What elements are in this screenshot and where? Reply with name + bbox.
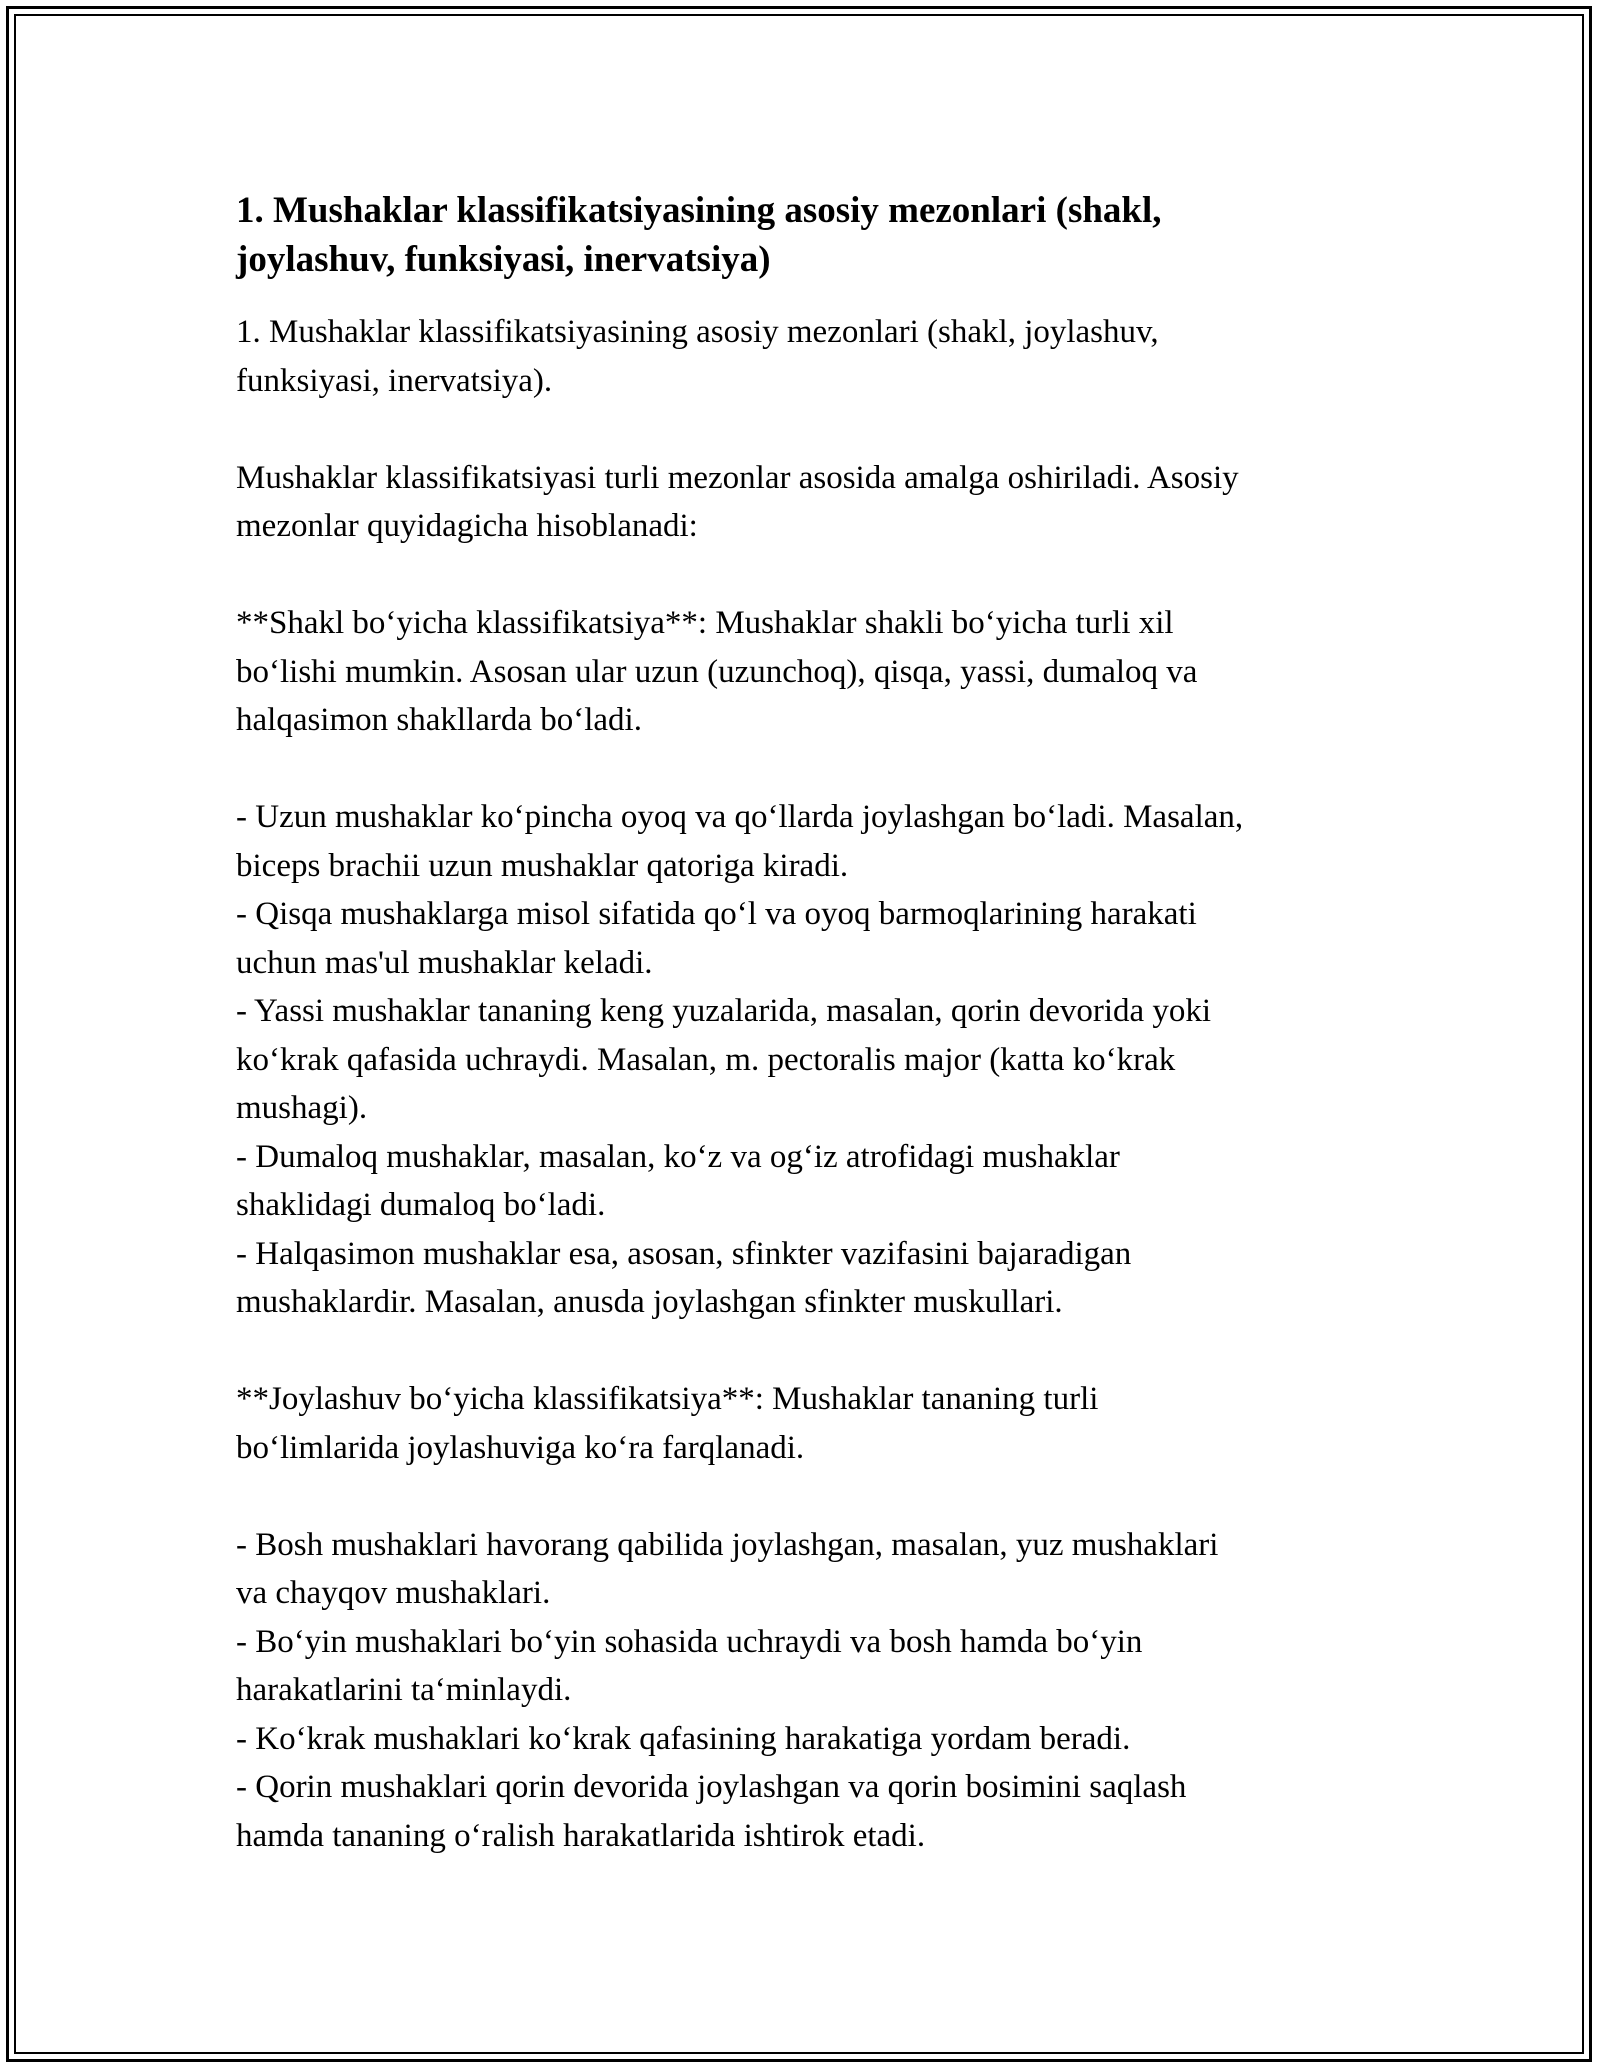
body-line: funksiyasi, inervatsiya). [236, 362, 553, 399]
body-line: 1. Mushaklar klassifikatsiyasining asosiy mezonlari (shakl, joylashuv, [236, 314, 1159, 350]
body-line: **Shakl bo‘yicha klassifikatsiya**: Mushaklar shakli bo‘yicha turli xil [236, 605, 1174, 641]
body-line: ko‘krak qafasida uchraydi. Masalan, m. pectoralis major (katta ko‘krak [236, 1041, 1176, 1078]
paragraph-gap [236, 405, 1366, 454]
paragraph-gap [236, 745, 1366, 794]
body-line: halqasimon shakllarda bo‘ladi. [236, 702, 642, 738]
title-line: 1. Mushaklar klassifikatsiyasining asosiy mezonlari (shakl, [236, 190, 1162, 231]
body-line: - Uzun mushaklar ko‘pincha oyoq va qo‘llarda joylashgan bo‘ladi. Masalan, [236, 799, 1244, 835]
paragraph-gap [236, 1327, 1366, 1376]
body-line: - Ko‘krak mushaklari ko‘krak qafasining harakatiga yordam beradi. [236, 1720, 1131, 1757]
body-line: - Yassi mushaklar tananing keng yuzalarida, masalan, qorin devorida yoki [236, 993, 1212, 1029]
body-line: biceps brachii uzun mushaklar qatoriga kiradi. [236, 847, 849, 884]
body-line: bo‘limlarida joylashuviga ko‘ra farqlanadi. [236, 1429, 805, 1466]
body-line: hamda tananing o‘ralish harakatlarida ishtirok etadi. [236, 1817, 926, 1854]
body-line: shaklidagi dumaloq bo‘ladi. [236, 1187, 606, 1223]
paragraph-gap [236, 1472, 1366, 1521]
body-line: mushagi). [236, 1090, 368, 1126]
body-line: - Qorin mushaklari qorin devorida joylashgan va qorin bosimini saqlash [236, 1769, 1187, 1805]
body-line: - Qisqa mushaklarga misol sifatida qo‘l va oyoq barmoqlarining harakati [236, 896, 1197, 932]
body-line: va chayqov mushaklari. [236, 1575, 551, 1611]
body-line: mushaklardir. Masalan, anusda joylashgan sfinkter muskullari. [236, 1284, 1063, 1320]
body-line: mezonlar quyidagicha hisoblanadi: [236, 508, 698, 544]
body-line: bo‘lishi mumkin. Asosan ular uzun (uzunchoq), qisqa, yassi, dumaloq va [236, 653, 1198, 690]
body-line: **Joylashuv bo‘yicha klassifikatsiya**: Mushaklar tananing turli [236, 1381, 1099, 1417]
body-text [236, 308, 1366, 1860]
paragraph-gap [236, 551, 1366, 600]
body-line: harakatlarini ta‘minlaydi. [236, 1672, 572, 1708]
document-body [236, 186, 1366, 1860]
document-title [236, 186, 1366, 284]
body-line: - Bo‘yin mushaklari bo‘yin sohasida uchraydi va bosh hamda bo‘yin [236, 1623, 1143, 1660]
body-line: - Dumaloq mushaklar, masalan, ko‘z va og‘iz atrofidagi mushaklar [236, 1138, 1120, 1175]
body-line: Mushaklar klassifikatsiyasi turli mezonlar asosida amalga oshiriladi. Asosiy [236, 459, 1239, 496]
body-line: - Bosh mushaklari havorang qabilida joylashgan, masalan, yuz mushaklari [236, 1526, 1219, 1563]
body-line: - Halqasimon mushaklar esa, asosan, sfinkter vazifasini bajaradigan [236, 1235, 1132, 1272]
title-line: joylashuv, funksiyasi, inervatsiya) [236, 239, 771, 280]
body-line: uchun mas'ul mushaklar keladi. [236, 944, 653, 981]
